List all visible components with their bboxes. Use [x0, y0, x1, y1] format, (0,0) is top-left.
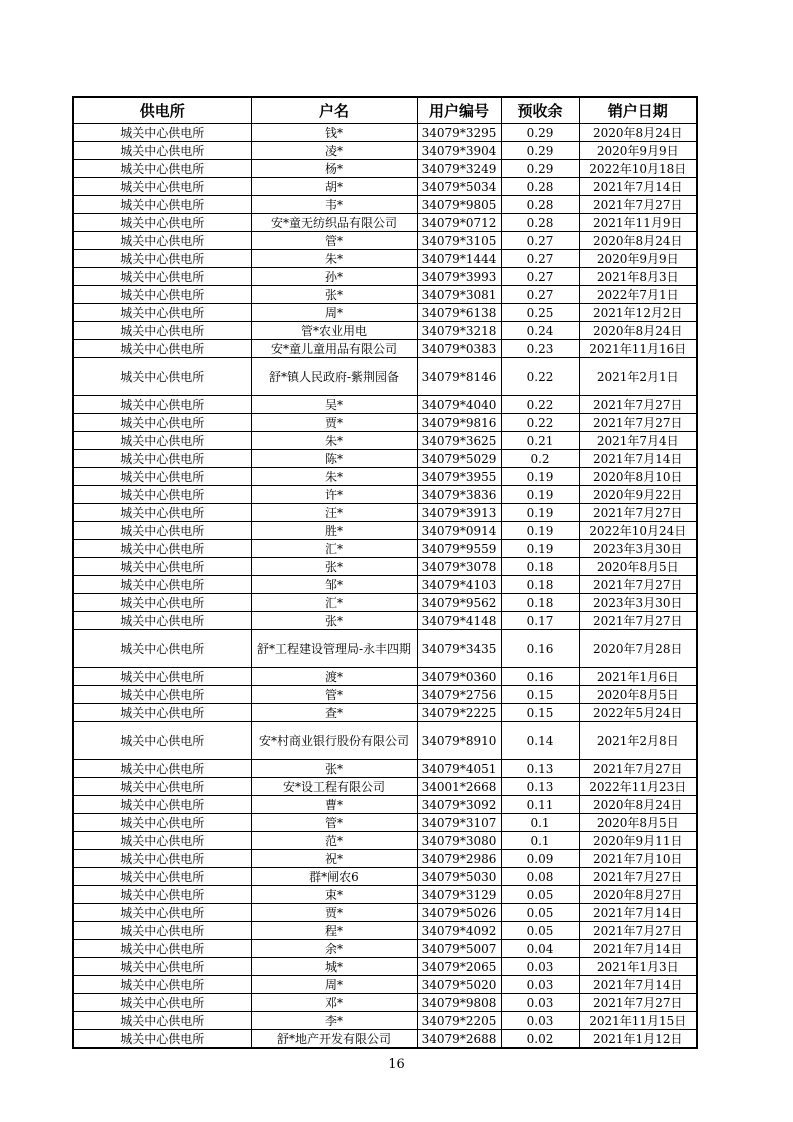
table-row	[73, 630, 697, 668]
cell-account-name: 舒*镇人民政府-紫荆园备	[251, 358, 417, 396]
cell-prepaid-balance: 0.05	[501, 904, 579, 922]
table-row	[73, 432, 697, 450]
cell-account-name: 朱*	[251, 250, 417, 268]
cell-account-number: 34079*3107	[417, 814, 501, 832]
table-row	[73, 594, 697, 612]
cell-station: 城关中心供电所	[73, 358, 251, 396]
cell-station: 城关中心供电所	[73, 958, 251, 976]
table-row	[73, 576, 697, 594]
table-row	[73, 322, 697, 340]
cell-account-number: 34079*3218	[417, 322, 501, 340]
cell-station: 城关中心供电所	[73, 722, 251, 760]
cell-station: 城关中心供电所	[73, 432, 251, 450]
cell-station: 城关中心供电所	[73, 468, 251, 486]
table-row	[73, 760, 697, 778]
header-account-number: 用户编号	[417, 97, 501, 124]
cell-closing-date: 2023年3月30日	[579, 540, 697, 558]
cell-prepaid-balance: 0.19	[501, 504, 579, 522]
cell-prepaid-balance: 0.29	[501, 124, 579, 142]
cell-station: 城关中心供电所	[73, 340, 251, 358]
cell-account-number: 34079*4051	[417, 760, 501, 778]
cell-closing-date: 2021年7月27日	[579, 196, 697, 214]
cell-account-name: 渡*	[251, 668, 417, 686]
cell-account-name: 张*	[251, 558, 417, 576]
cell-prepaid-balance: 0.19	[501, 522, 579, 540]
cell-prepaid-balance: 0.21	[501, 432, 579, 450]
cell-account-number: 34079*3625	[417, 432, 501, 450]
cell-account-name: 群*闸农6	[251, 868, 417, 886]
cell-closing-date: 2020年9月22日	[579, 486, 697, 504]
table-row	[73, 504, 697, 522]
cell-station: 城关中心供电所	[73, 522, 251, 540]
cell-account-number: 34079*3080	[417, 832, 501, 850]
table-row	[73, 778, 697, 796]
cell-account-number: 34079*3836	[417, 486, 501, 504]
cell-station: 城关中心供电所	[73, 686, 251, 704]
cell-prepaid-balance: 0.08	[501, 868, 579, 886]
cell-closing-date: 2021年7月27日	[579, 922, 697, 940]
cell-account-name: 安*童儿童用品有限公司	[251, 340, 417, 358]
cell-account-name: 汪*	[251, 504, 417, 522]
cell-prepaid-balance: 0.18	[501, 558, 579, 576]
cell-closing-date: 2020年9月9日	[579, 142, 697, 160]
cell-prepaid-balance: 0.18	[501, 576, 579, 594]
cell-account-number: 34079*2065	[417, 958, 501, 976]
cell-closing-date: 2021年12月2日	[579, 304, 697, 322]
cell-prepaid-balance: 0.16	[501, 630, 579, 668]
cell-account-name: 管*	[251, 232, 417, 250]
cell-closing-date: 2021年7月14日	[579, 904, 697, 922]
cell-closing-date: 2020年8月24日	[579, 232, 697, 250]
cell-station: 城关中心供电所	[73, 1030, 251, 1049]
cell-account-name: 张*	[251, 760, 417, 778]
cell-closing-date: 2022年5月24日	[579, 704, 697, 722]
cell-station: 城关中心供电所	[73, 940, 251, 958]
cell-account-name: 朱*	[251, 468, 417, 486]
cell-account-number: 34079*5020	[417, 976, 501, 994]
cell-closing-date: 2021年11月9日	[579, 214, 697, 232]
cell-account-number: 34079*3249	[417, 160, 501, 178]
table-row	[73, 922, 697, 940]
cell-station: 城关中心供电所	[73, 760, 251, 778]
cell-account-name: 许*	[251, 486, 417, 504]
cell-account-name: 安*设工程有限公司	[251, 778, 417, 796]
cell-closing-date: 2020年8月5日	[579, 686, 697, 704]
table-row	[73, 540, 697, 558]
table-row	[73, 214, 697, 232]
cell-prepaid-balance: 0.22	[501, 358, 579, 396]
cell-account-name: 舒*工程建设管理局-永丰四期	[251, 630, 417, 668]
cell-prepaid-balance: 0.19	[501, 540, 579, 558]
cell-closing-date: 2021年7月27日	[579, 396, 697, 414]
cell-account-name: 周*	[251, 976, 417, 994]
table-row	[73, 142, 697, 160]
cell-account-name: 张*	[251, 286, 417, 304]
cell-account-name: 查*	[251, 704, 417, 722]
table-row	[73, 450, 697, 468]
cell-prepaid-balance: 0.25	[501, 304, 579, 322]
cell-station: 城关中心供电所	[73, 396, 251, 414]
cell-closing-date: 2021年7月14日	[579, 450, 697, 468]
cell-account-number: 34079*0383	[417, 340, 501, 358]
cell-station: 城关中心供电所	[73, 630, 251, 668]
cell-station: 城关中心供电所	[73, 1012, 251, 1030]
cell-station: 城关中心供电所	[73, 704, 251, 722]
cell-prepaid-balance: 0.13	[501, 778, 579, 796]
cell-account-number: 34079*3955	[417, 468, 501, 486]
cell-closing-date: 2021年7月14日	[579, 940, 697, 958]
table-row	[73, 340, 697, 358]
cell-account-number: 34079*3081	[417, 286, 501, 304]
cell-prepaid-balance: 0.03	[501, 1012, 579, 1030]
table-row	[73, 304, 697, 322]
cell-station: 城关中心供电所	[73, 668, 251, 686]
cell-account-number: 34079*3078	[417, 558, 501, 576]
cell-prepaid-balance: 0.1	[501, 814, 579, 832]
table-row	[73, 358, 697, 396]
table-row	[73, 558, 697, 576]
cell-closing-date: 2020年8月5日	[579, 558, 697, 576]
cell-account-number: 34079*2205	[417, 1012, 501, 1030]
cell-prepaid-balance: 0.27	[501, 268, 579, 286]
table-row	[73, 886, 697, 904]
cell-account-number: 34079*4103	[417, 576, 501, 594]
cell-station: 城关中心供电所	[73, 178, 251, 196]
cell-account-number: 34079*2756	[417, 686, 501, 704]
cell-station: 城关中心供电所	[73, 612, 251, 630]
cell-prepaid-balance: 0.05	[501, 886, 579, 904]
table-row	[73, 868, 697, 886]
table-row	[73, 958, 697, 976]
cell-closing-date: 2020年9月11日	[579, 832, 697, 850]
header-prepaid-balance: 预收余	[501, 97, 579, 124]
table-row	[73, 850, 697, 868]
cell-closing-date: 2021年1月3日	[579, 958, 697, 976]
table-row	[73, 522, 697, 540]
cell-prepaid-balance: 0.28	[501, 214, 579, 232]
cell-station: 城关中心供电所	[73, 268, 251, 286]
cell-account-name: 孙*	[251, 268, 417, 286]
cell-station: 城关中心供电所	[73, 796, 251, 814]
cell-prepaid-balance: 0.18	[501, 594, 579, 612]
table-row	[73, 250, 697, 268]
header-account-name: 户名	[251, 97, 417, 124]
cell-station: 城关中心供电所	[73, 994, 251, 1012]
cell-prepaid-balance: 0.17	[501, 612, 579, 630]
cell-account-number: 34079*3295	[417, 124, 501, 142]
cell-account-name: 祝*	[251, 850, 417, 868]
cell-account-name: 邓*	[251, 994, 417, 1012]
cell-closing-date: 2022年10月24日	[579, 522, 697, 540]
page-number: 16	[388, 1057, 405, 1072]
cell-account-name: 邹*	[251, 576, 417, 594]
cell-prepaid-balance: 0.16	[501, 668, 579, 686]
cell-closing-date: 2021年7月4日	[579, 432, 697, 450]
cell-account-number: 34079*5007	[417, 940, 501, 958]
table-row	[73, 612, 697, 630]
cell-station: 城关中心供电所	[73, 832, 251, 850]
cell-account-number: 34079*4148	[417, 612, 501, 630]
cell-station: 城关中心供电所	[73, 576, 251, 594]
cell-station: 城关中心供电所	[73, 976, 251, 994]
cell-account-number: 34079*6138	[417, 304, 501, 322]
cell-account-number: 34079*4092	[417, 922, 501, 940]
cell-account-number: 34079*9559	[417, 540, 501, 558]
cell-account-number: 34079*3129	[417, 886, 501, 904]
cell-account-number: 34079*8146	[417, 358, 501, 396]
header-station: 供电所	[73, 97, 251, 124]
cell-prepaid-balance: 0.28	[501, 196, 579, 214]
cell-account-number: 34079*3913	[417, 504, 501, 522]
cell-account-number: 34079*5034	[417, 178, 501, 196]
table-row	[73, 940, 697, 958]
cell-closing-date: 2021年7月14日	[579, 976, 697, 994]
cell-prepaid-balance: 0.03	[501, 994, 579, 1012]
cell-station: 城关中心供电所	[73, 160, 251, 178]
cell-account-number: 34079*8910	[417, 722, 501, 760]
cell-account-number: 34079*3904	[417, 142, 501, 160]
cell-closing-date: 2020年8月27日	[579, 886, 697, 904]
cell-closing-date: 2020年8月10日	[579, 468, 697, 486]
cell-closing-date: 2020年8月24日	[579, 322, 697, 340]
cell-account-name: 周*	[251, 304, 417, 322]
cell-prepaid-balance: 0.28	[501, 178, 579, 196]
table-row	[73, 668, 697, 686]
cell-account-number: 34079*1444	[417, 250, 501, 268]
cell-account-name: 城*	[251, 958, 417, 976]
cell-station: 城关中心供电所	[73, 124, 251, 142]
cell-station: 城关中心供电所	[73, 778, 251, 796]
cell-account-name: 凌*	[251, 142, 417, 160]
cell-account-number: 34079*5029	[417, 450, 501, 468]
cell-prepaid-balance: 0.27	[501, 250, 579, 268]
cell-account-name: 胜*	[251, 522, 417, 540]
cell-account-number: 34001*2668	[417, 778, 501, 796]
cell-prepaid-balance: 0.27	[501, 232, 579, 250]
cell-prepaid-balance: 0.29	[501, 160, 579, 178]
cell-account-number: 34079*2225	[417, 704, 501, 722]
cell-account-name: 安*童无纺织品有限公司	[251, 214, 417, 232]
cell-station: 城关中心供电所	[73, 322, 251, 340]
cell-account-number: 34079*3435	[417, 630, 501, 668]
cell-account-number: 34079*0360	[417, 668, 501, 686]
cell-station: 城关中心供电所	[73, 868, 251, 886]
cell-prepaid-balance: 0.19	[501, 468, 579, 486]
cell-closing-date: 2020年7月28日	[579, 630, 697, 668]
cell-account-number: 34079*5026	[417, 904, 501, 922]
cell-closing-date: 2021年2月8日	[579, 722, 697, 760]
cell-closing-date: 2021年7月27日	[579, 576, 697, 594]
cell-account-name: 管*	[251, 814, 417, 832]
header-closing-date: 销户日期	[579, 97, 697, 124]
cell-prepaid-balance: 0.04	[501, 940, 579, 958]
cell-closing-date: 2021年7月27日	[579, 760, 697, 778]
cell-prepaid-balance: 0.29	[501, 142, 579, 160]
cell-account-name: 贾*	[251, 904, 417, 922]
cell-station: 城关中心供电所	[73, 594, 251, 612]
cell-station: 城关中心供电所	[73, 904, 251, 922]
cell-closing-date: 2021年7月27日	[579, 868, 697, 886]
table-row	[73, 686, 697, 704]
cell-closing-date: 2022年11月23日	[579, 778, 697, 796]
table-row	[73, 160, 697, 178]
cell-station: 城关中心供电所	[73, 486, 251, 504]
cell-account-number: 34079*5030	[417, 868, 501, 886]
cell-closing-date: 2021年7月27日	[579, 504, 697, 522]
cell-prepaid-balance: 0.15	[501, 686, 579, 704]
cell-prepaid-balance: 0.27	[501, 286, 579, 304]
table-row	[73, 814, 697, 832]
cell-prepaid-balance: 0.02	[501, 1030, 579, 1049]
cell-station: 城关中心供电所	[73, 814, 251, 832]
cell-prepaid-balance: 0.14	[501, 722, 579, 760]
cell-account-name: 曹*	[251, 796, 417, 814]
table-row	[73, 486, 697, 504]
cell-account-number: 34079*3993	[417, 268, 501, 286]
cell-closing-date: 2021年2月1日	[579, 358, 697, 396]
cell-closing-date: 2021年7月27日	[579, 612, 697, 630]
cell-prepaid-balance: 0.23	[501, 340, 579, 358]
cell-station: 城关中心供电所	[73, 250, 251, 268]
table-row	[73, 396, 697, 414]
cell-account-name: 韦*	[251, 196, 417, 214]
table-row	[73, 178, 697, 196]
cell-closing-date: 2020年8月24日	[579, 796, 697, 814]
cell-prepaid-balance: 0.11	[501, 796, 579, 814]
cell-closing-date: 2023年3月30日	[579, 594, 697, 612]
cell-station: 城关中心供电所	[73, 850, 251, 868]
cell-account-name: 陈*	[251, 450, 417, 468]
cell-prepaid-balance: 0.1	[501, 832, 579, 850]
table-row	[73, 904, 697, 922]
cell-closing-date: 2021年7月27日	[579, 994, 697, 1012]
cell-station: 城关中心供电所	[73, 304, 251, 322]
cell-account-name: 舒*地产开发有限公司	[251, 1030, 417, 1049]
cell-closing-date: 2021年7月14日	[579, 178, 697, 196]
cell-closing-date: 2022年7月1日	[579, 286, 697, 304]
cell-closing-date: 2021年7月27日	[579, 414, 697, 432]
cell-prepaid-balance: 0.13	[501, 760, 579, 778]
cell-account-name: 范*	[251, 832, 417, 850]
table-row	[73, 468, 697, 486]
cell-account-name: 管*农业用电	[251, 322, 417, 340]
cell-station: 城关中心供电所	[73, 922, 251, 940]
table-row	[73, 414, 697, 432]
cell-account-number: 34079*9562	[417, 594, 501, 612]
table-row	[73, 1012, 697, 1030]
cell-closing-date: 2020年9月9日	[579, 250, 697, 268]
table-row	[73, 704, 697, 722]
cell-closing-date: 2021年8月3日	[579, 268, 697, 286]
table-header-row	[73, 97, 697, 124]
cell-prepaid-balance: 0.03	[501, 976, 579, 994]
cell-prepaid-balance: 0.22	[501, 396, 579, 414]
cell-account-name: 钱*	[251, 124, 417, 142]
table-row	[73, 994, 697, 1012]
cell-prepaid-balance: 0.03	[501, 958, 579, 976]
cell-account-name: 管*	[251, 686, 417, 704]
cell-closing-date: 2021年1月12日	[579, 1030, 697, 1049]
cell-station: 城关中心供电所	[73, 214, 251, 232]
cell-account-name: 束*	[251, 886, 417, 904]
cell-account-number: 34079*9805	[417, 196, 501, 214]
cell-closing-date: 2021年1月6日	[579, 668, 697, 686]
cell-account-name: 杨*	[251, 160, 417, 178]
cell-station: 城关中心供电所	[73, 414, 251, 432]
table-row	[73, 722, 697, 760]
cell-station: 城关中心供电所	[73, 232, 251, 250]
cell-station: 城关中心供电所	[73, 886, 251, 904]
cell-prepaid-balance: 0.09	[501, 850, 579, 868]
cell-station: 城关中心供电所	[73, 504, 251, 522]
table-row	[73, 832, 697, 850]
cell-prepaid-balance: 0.24	[501, 322, 579, 340]
table-row	[73, 286, 697, 304]
cell-prepaid-balance: 0.05	[501, 922, 579, 940]
cell-account-name: 汇*	[251, 594, 417, 612]
table-row	[73, 124, 697, 142]
cell-account-number: 34079*0914	[417, 522, 501, 540]
cell-account-name: 安*村商业银行股份有限公司	[251, 722, 417, 760]
cell-account-number: 34079*3092	[417, 796, 501, 814]
cell-closing-date: 2021年11月15日	[579, 1012, 697, 1030]
cell-closing-date: 2021年7月10日	[579, 850, 697, 868]
cell-prepaid-balance: 0.15	[501, 704, 579, 722]
cell-account-number: 34079*3105	[417, 232, 501, 250]
cell-account-number: 34079*2986	[417, 850, 501, 868]
cell-station: 城关中心供电所	[73, 450, 251, 468]
cell-account-number: 34079*0712	[417, 214, 501, 232]
table-row	[73, 1030, 697, 1049]
table-row	[73, 976, 697, 994]
account-table	[72, 96, 698, 1049]
cell-station: 城关中心供电所	[73, 540, 251, 558]
cell-station: 城关中心供电所	[73, 558, 251, 576]
table-row	[73, 196, 697, 214]
table-body	[73, 124, 697, 1049]
cell-station: 城关中心供电所	[73, 286, 251, 304]
cell-account-name: 程*	[251, 922, 417, 940]
cell-account-number: 34079*2688	[417, 1030, 501, 1049]
cell-account-name: 朱*	[251, 432, 417, 450]
table-row	[73, 232, 697, 250]
cell-account-name: 汇*	[251, 540, 417, 558]
cell-station: 城关中心供电所	[73, 196, 251, 214]
table-row	[73, 268, 697, 286]
cell-account-name: 张*	[251, 612, 417, 630]
cell-closing-date: 2021年11月16日	[579, 340, 697, 358]
cell-account-name: 胡*	[251, 178, 417, 196]
cell-closing-date: 2020年8月5日	[579, 814, 697, 832]
cell-account-number: 34079*9816	[417, 414, 501, 432]
cell-prepaid-balance: 0.2	[501, 450, 579, 468]
cell-account-number: 34079*9808	[417, 994, 501, 1012]
cell-closing-date: 2020年8月24日	[579, 124, 697, 142]
cell-account-name: 余*	[251, 940, 417, 958]
cell-prepaid-balance: 0.19	[501, 486, 579, 504]
cell-account-name: 吴*	[251, 396, 417, 414]
table-row	[73, 796, 697, 814]
cell-account-name: 李*	[251, 1012, 417, 1030]
cell-closing-date: 2022年10月18日	[579, 160, 697, 178]
cell-station: 城关中心供电所	[73, 142, 251, 160]
cell-account-number: 34079*4040	[417, 396, 501, 414]
cell-account-name: 贾*	[251, 414, 417, 432]
cell-prepaid-balance: 0.22	[501, 414, 579, 432]
